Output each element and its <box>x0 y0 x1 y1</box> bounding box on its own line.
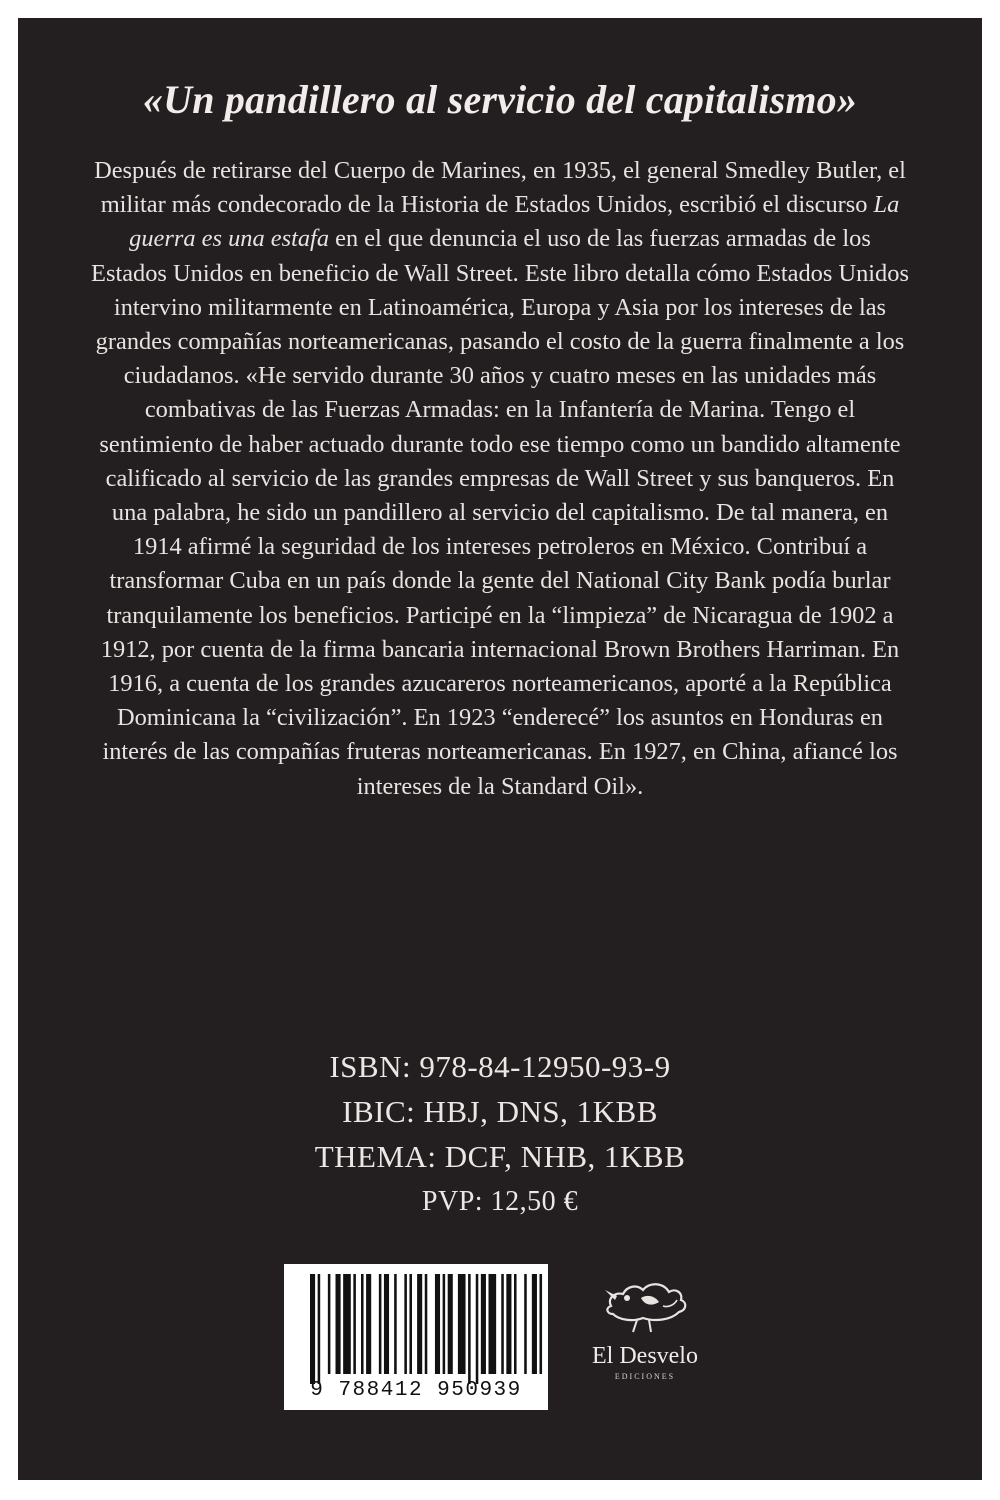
bird-icon <box>597 1268 693 1338</box>
back-cover <box>18 18 982 1480</box>
barcode-bar <box>435 1274 440 1374</box>
barcode-bar <box>481 1274 486 1374</box>
barcode-bar <box>448 1274 453 1374</box>
barcode-bar <box>394 1274 397 1374</box>
barcode-bar <box>489 1274 497 1374</box>
barcode-bar <box>366 1274 371 1374</box>
barcode-bar <box>417 1274 422 1374</box>
barcode-bar <box>343 1274 351 1374</box>
headline-quote: «Un pandillero al servicio del capitalismo» <box>142 77 858 122</box>
barcode-bar <box>506 1274 511 1374</box>
barcode-bar <box>310 1274 315 1384</box>
barcode-bar <box>514 1274 517 1374</box>
book-metadata <box>18 1044 982 1224</box>
blurb-body: en el que denuncia el uso de las fuerzas armadas de los Estados Unidos en beneficio de Wall Street. Este libro detalla cómo Estados Unidos intervino militarmente en Latinoamérica, Europa y Asia por los intereses de las grandes compañías norteamericanas, pasando el costo de la guerra finalmente a los ciudadanos. «He servido durante 30 años y cuatro meses en las unidades más combativas de las Fuerzas Armadas: en la Infantería de Marina. Tengo el sentimiento de haber actuado durante todo ese tiempo como un bandido altamente calificado al servicio de las grandes empresas de Wall Street y sus banqueros. En una palabra, he sido un pandillero al servicio del capitalismo. De tal manera, en 1914 afirmé la seguridad de los intereses petroleros en México. Contribuí a transformar Cuba en un país donde la gente del National City Bank podía burlar tranquilamente los beneficios. Participé en la “limpieza” de Nicaragua de 1902 a 1912, por cuenta de la firma bancaria internacional Brown Brothers Harriman. En 1916, a cuenta de los grandes azucareros norteamericanos, aporté a la República Dominicana la “civilización”. En 1923 “enderecé” los asuntos en Honduras en interés de las compañías fruteras norteamericanas. En 1927, en China, afiancé los intereses de la Standard Oil». <box>91 225 909 800</box>
barcode-bar <box>501 1274 504 1374</box>
barcode-bar <box>379 1274 382 1374</box>
barcode-bar <box>384 1274 389 1374</box>
barcode-bar <box>404 1274 407 1374</box>
publisher-name: El Desvelo <box>592 1343 698 1369</box>
barcode-bar <box>409 1274 412 1374</box>
barcode-bar <box>361 1274 364 1374</box>
barcode-bar <box>425 1274 428 1374</box>
blurb-text <box>90 154 910 804</box>
barcode-bar <box>468 1274 471 1384</box>
barcode-bar <box>476 1274 479 1384</box>
barcode-bar <box>353 1274 356 1374</box>
ibic-line: IBIC: HBJ, DNS, 1KBB <box>342 1094 658 1129</box>
barcode-bar <box>524 1274 527 1374</box>
publisher-logo <box>580 1268 710 1381</box>
barcode-bar <box>328 1274 331 1374</box>
barcode-bar <box>458 1274 466 1374</box>
isbn-barcode <box>284 1264 548 1410</box>
barcode-digits: 9 788412 950939 <box>310 1379 522 1402</box>
barcode-bar <box>532 1274 537 1374</box>
barcode-bar <box>540 1274 543 1374</box>
barcode-bar <box>318 1274 321 1384</box>
barcode-bar <box>443 1274 446 1374</box>
thema-line: THEMA: DCF, NHB, 1KBB <box>314 1139 686 1174</box>
barcode-bar <box>336 1274 341 1374</box>
price-line: PVP: 12,50 € <box>421 1186 579 1217</box>
blurb-intro: Después de retirarse del Cuerpo de Marines, en 1935, el general Smedley Butler, el militar más condecorado de la Historia de Estados Unidos, escribió el discurso <box>94 157 906 219</box>
speech-title: La guerra es una estafa <box>129 191 900 253</box>
publisher-imprint: EDICIONES <box>614 1372 676 1381</box>
isbn-line: ISBN: 978-84-12950-93-9 <box>329 1049 671 1084</box>
